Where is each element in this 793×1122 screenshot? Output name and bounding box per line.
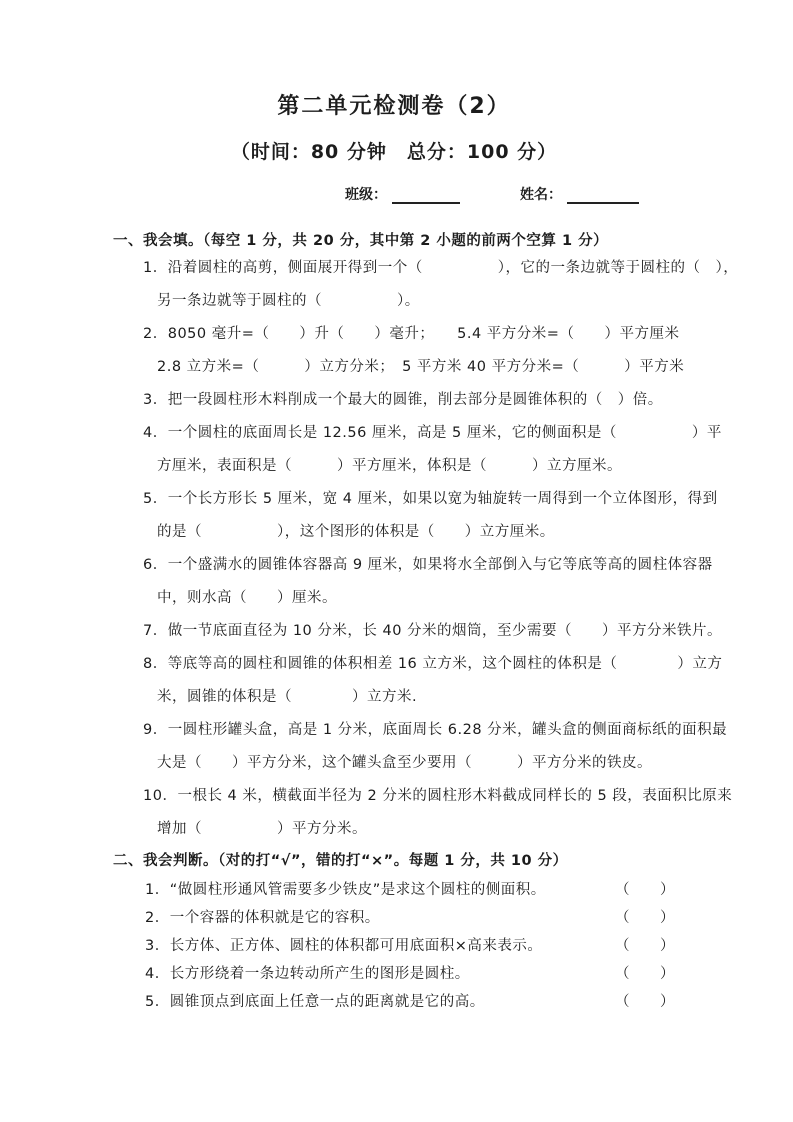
judge-text-2: 2．一个容器的体积就是它的容积。 [145, 910, 380, 926]
judge-answer-parens-3[interactable]: （ ） [615, 938, 675, 954]
question-10-line-1: 10．一根长 4 米，横截面半径为 2 分米的圆柱形木料截成同样长的 5 段，表面积比原来 [143, 788, 733, 804]
question-3-line-1: 3．把一段圆柱形木料削成一个最大的圆锥，削去部分是圆锥体积的（ ）倍。 [143, 392, 663, 408]
judge-text-5: 5．圆锥顶点到底面上任意一点的距离就是它的高。 [145, 994, 485, 1010]
page-title: 第二单元检测卷（2） [277, 94, 511, 119]
judge-item-5 [145, 988, 675, 1016]
question-1-line-1: 1．沿着圆柱的高剪，侧面展开得到一个（ ），它的一条边就等于圆柱的（ ）， [143, 260, 739, 276]
question-8-line-1: 8．等底等高的圆柱和圆锥的体积相差 16 立方米，这个圆柱的体积是（ ）立方 [143, 656, 723, 672]
question-9-line-2: 大是（ ）平方分米，这个罐头盒至少要用（ ）平方分米的铁皮。 [157, 755, 652, 771]
question-2-line-2: 2.8 立方米=（ ）立方分米； 5 平方米 40 平方分米=（ ）平方米 [157, 359, 685, 375]
question-2-line-1: 2．8050 毫升=（ ）升（ ）毫升； 5.4 平方分米=（ ）平方厘米 [143, 326, 680, 342]
exam-time-score: （时间：80 分钟 总分：100 分） [230, 141, 558, 163]
judge-questions [113, 876, 675, 1016]
section2-header: 二、我会判断。（对的打“√”，错的打“×”。每题 1 分，共 10 分） [113, 853, 568, 869]
name-blank-line[interactable] [567, 187, 639, 204]
judge-text-1: 1．“做圆柱形通风管需要多少铁皮”是求这个圆柱的侧面积。 [145, 882, 546, 898]
judge-item-4 [145, 960, 675, 988]
class-blank-line[interactable] [392, 187, 460, 204]
class-field [345, 184, 460, 204]
question-8-line-2: 米，圆锥的体积是（ ）立方米. [157, 689, 418, 705]
judge-answer-parens-2[interactable]: （ ） [615, 910, 675, 926]
name-label: 姓名： [520, 187, 562, 203]
fill-in-questions [113, 252, 739, 846]
question-9-line-1: 9．一圆柱形罐头盒，高是 1 分米，底面周长 6.28 分米，罐头盒的侧面商标纸的面积最 [143, 722, 728, 738]
question-5-line-1: 5．一个长方形长 5 厘米，宽 4 厘米，如果以宽为轴旋转一周得到一个立体图形，得到 [143, 491, 718, 507]
judge-answer-parens-1[interactable]: （ ） [615, 882, 675, 898]
question-4-line-1: 4．一个圆柱的底面周长是 12.56 厘米，高是 5 厘米，它的侧面积是（ ）平 [143, 425, 722, 441]
class-label: 班级： [345, 187, 387, 203]
question-7-line-1: 7．做一节底面直径为 10 分米，长 40 分米的烟筒，至少需要（ ）平方分米铁片。 [143, 623, 723, 639]
question-4-line-2: 方厘米，表面积是（ ）平方厘米，体积是（ ）立方厘米。 [157, 458, 622, 474]
question-1-line-2: 另一条边就等于圆柱的（ ）。 [157, 293, 420, 309]
judge-item-3 [145, 932, 675, 960]
judge-text-3: 3．长方体、正方体、圆柱的体积都可用底面积×高来表示。 [145, 938, 543, 954]
judge-answer-parens-4[interactable]: （ ） [615, 966, 675, 982]
question-10-line-2: 增加（ ）平方分米。 [157, 821, 367, 837]
question-5-line-2: 的是（ ），这个图形的体积是（ ）立方厘米。 [157, 524, 555, 540]
judge-item-2 [145, 904, 675, 932]
question-6-line-2: 中，则水高（ ）厘米。 [157, 590, 337, 606]
question-6-line-1: 6．一个盛满水的圆锥体容器高 9 厘米，如果将水全部倒入与它等底等高的圆柱体容器 [143, 557, 713, 573]
section1-header: 一、我会填。（每空 1 分，共 20 分，其中第 2 小题的前两个空算 1 分） [113, 233, 609, 249]
judge-item-1 [145, 876, 675, 904]
name-field [520, 184, 639, 204]
judge-answer-parens-5[interactable]: （ ） [615, 994, 675, 1010]
student-info-row [345, 180, 675, 204]
judge-text-4: 4．长方形绕着一条边转动所产生的图形是圆柱。 [145, 966, 470, 982]
